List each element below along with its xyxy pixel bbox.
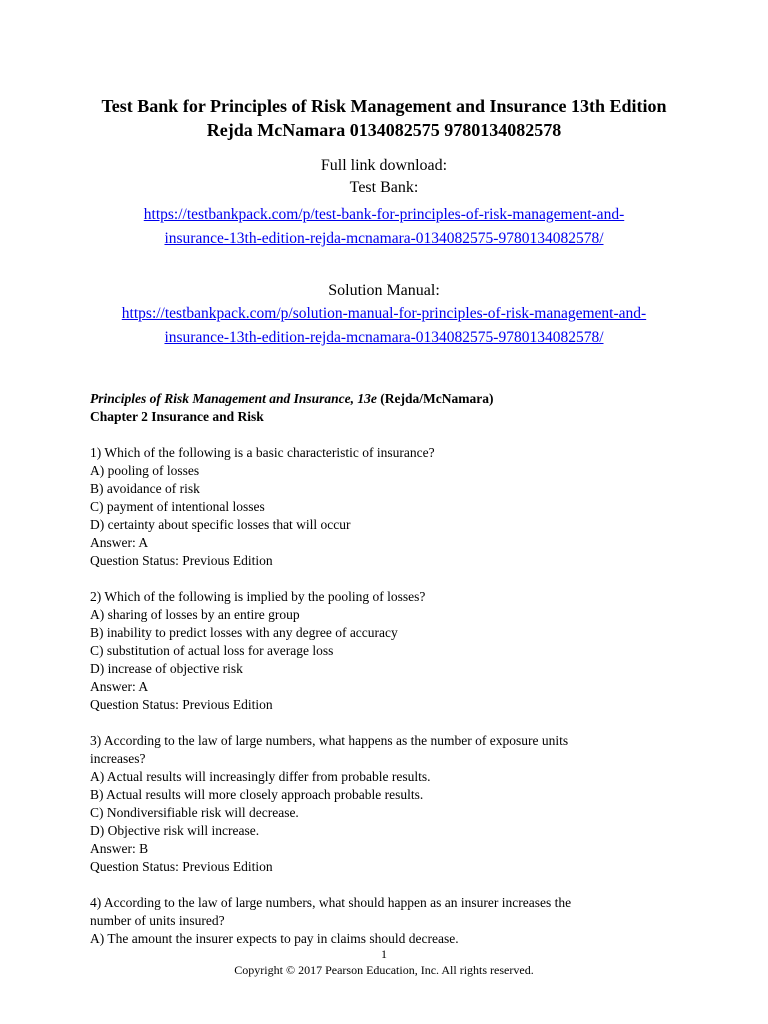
solution-manual-label: Solution Manual: [328, 282, 440, 299]
question-line: A) The amount the insurer expects to pay in claims should decrease. [90, 931, 459, 946]
question-item [90, 732, 690, 876]
title-line-1: Test Bank for Principles of Risk Management and Insurance 13th Edition [101, 96, 667, 116]
question-line: 3) According to the law of large numbers, what happens as the number of exposure units [90, 733, 569, 748]
question-line: number of units insured? [90, 913, 225, 928]
test-bank-link[interactable] [0, 203, 768, 251]
test-bank-url-line-1[interactable]: https://testbankpack.com/p/test-bank-for-principles-of-risk-management-and- [143, 206, 625, 223]
test-bank-url-line-2[interactable]: insurance-13th-edition-rejda-mcnamara-0134082575-9780134082578/ [164, 230, 604, 247]
book-authors: (Rejda/McNamara) [380, 391, 494, 406]
question-line: A) pooling of losses [90, 463, 200, 478]
test-bank-label: Test Bank: [349, 179, 419, 196]
document-title [0, 94, 768, 142]
question-line: 4) According to the law of large numbers, what should happen as an insurer increases the [90, 895, 572, 910]
question-item [90, 444, 690, 570]
title-line-2: Rejda McNamara 0134082575 9780134082578 [206, 120, 562, 140]
question-line: D) certainty about specific losses that will occur [90, 517, 351, 532]
question-line: Answer: B [90, 841, 149, 856]
question-line: Question Status: Previous Edition [90, 859, 273, 874]
question-line: C) Nondiversifiable risk will decrease. [90, 805, 299, 820]
question-line: Answer: A [90, 679, 149, 694]
question-list [90, 444, 690, 948]
chapter-heading: Chapter 2 Insurance and Risk [90, 409, 264, 424]
solution-url-line-2[interactable]: insurance-13th-edition-rejda-mcnamara-0134082575-9780134082578/ [164, 329, 604, 346]
question-item [90, 588, 690, 714]
question-line: B) Actual results will more closely approach probable results. [90, 787, 424, 802]
question-line: A) Actual results will increasingly differ from probable results. [90, 769, 431, 784]
question-line: B) inability to predict losses with any degree of accuracy [90, 625, 398, 640]
solution-url-line-1[interactable]: https://testbankpack.com/p/solution-manual-for-principles-of-risk-management-and- [121, 305, 647, 322]
question-line: 1) Which of the following is a basic characteristic of insurance? [90, 445, 435, 460]
question-line: A) sharing of losses by an entire group [90, 607, 300, 622]
full-link-label: Full link download: [320, 157, 448, 174]
question-item [90, 894, 690, 948]
book-title: Principles of Risk Management and Insurance, 13e [90, 391, 377, 406]
question-line: Question Status: Previous Edition [90, 553, 273, 568]
question-line: C) substitution of actual loss for average loss [90, 643, 334, 658]
page-footer [0, 946, 768, 978]
question-line: Answer: A [90, 535, 149, 550]
book-reference [90, 390, 690, 408]
question-line: D) Objective risk will increase. [90, 823, 260, 838]
question-line: B) avoidance of risk [90, 481, 200, 496]
download-section [0, 155, 768, 251]
question-line: D) increase of objective risk [90, 661, 243, 676]
solution-manual-link[interactable] [0, 302, 768, 350]
question-line: increases? [90, 751, 146, 766]
question-body [90, 390, 690, 966]
copyright-notice: Copyright © 2017 Pearson Education, Inc. All rights reserved. [234, 963, 534, 977]
question-line: 2) Which of the following is implied by the pooling of losses? [90, 589, 426, 604]
question-line: C) payment of intentional losses [90, 499, 265, 514]
page-number: 1 [381, 947, 387, 961]
solution-section [0, 280, 768, 350]
question-line: Question Status: Previous Edition [90, 697, 273, 712]
